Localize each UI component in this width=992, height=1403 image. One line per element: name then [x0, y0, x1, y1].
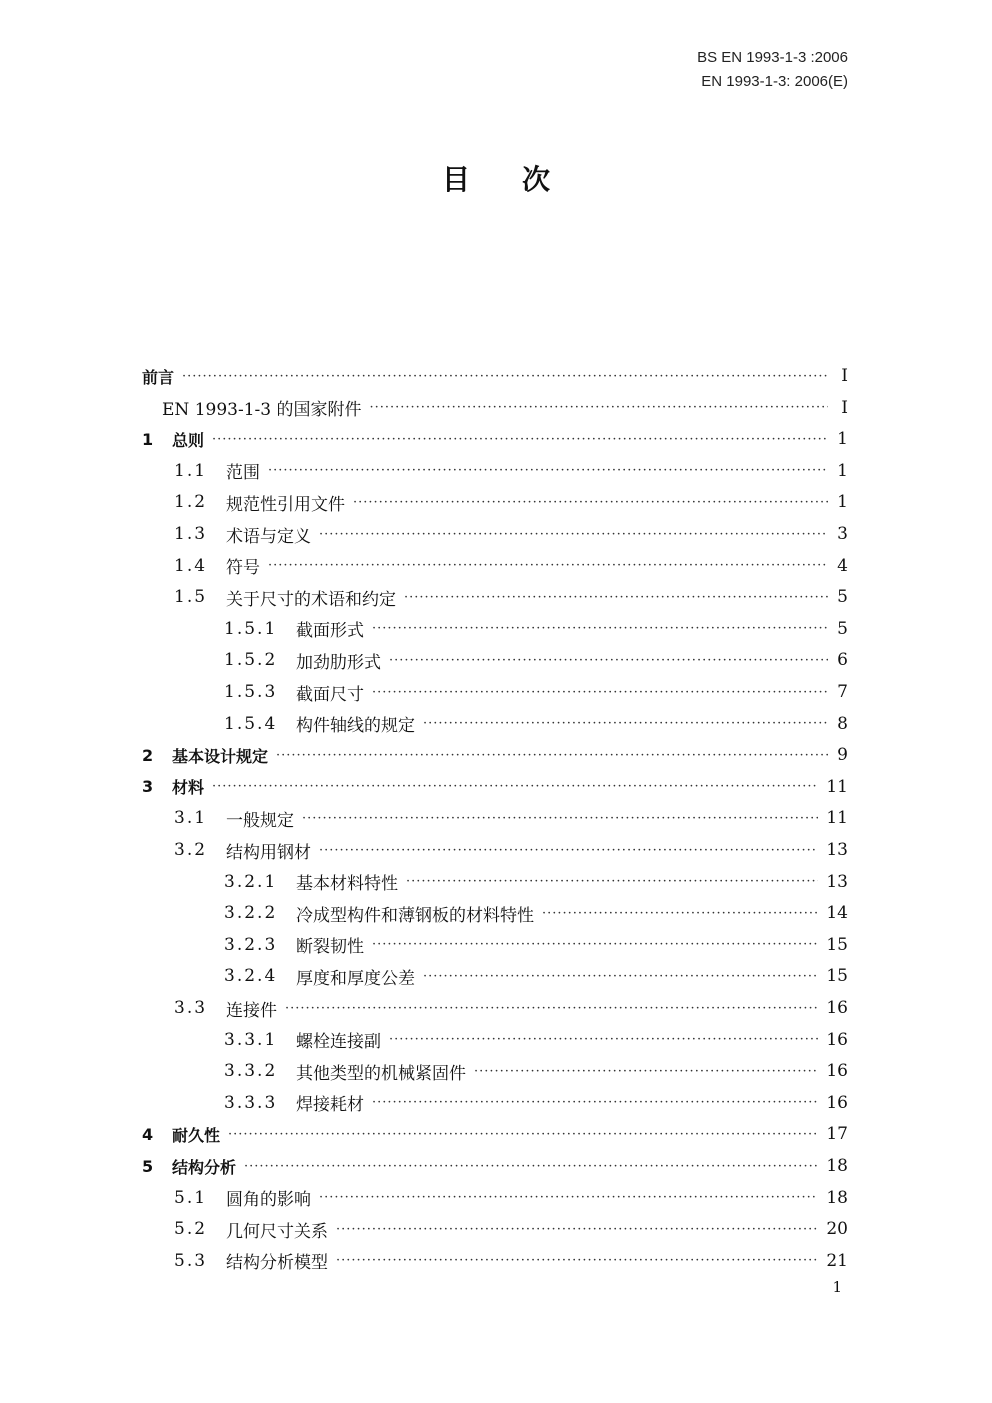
toc-entry-number: 3.2.2: [224, 903, 278, 924]
toc-entry-number: 5.3: [174, 1250, 208, 1271]
toc-entry-number: 1.3: [174, 524, 208, 544]
toc-entry-page: 18: [826, 1156, 848, 1176]
toc-entry-number: 1.5.1: [224, 618, 278, 639]
toc-entry-label: 基本设计规定: [172, 746, 269, 766]
toc-entry-page: 9: [837, 745, 848, 766]
toc-entry-label: 加劲肋形式: [296, 652, 381, 673]
toc-entry-page: Ⅰ: [841, 397, 848, 418]
toc-entry[interactable]: [224, 931, 848, 959]
toc-leader-dots: [268, 558, 828, 573]
toc-entry[interactable]: [142, 1152, 848, 1180]
toc-entry-page: 16: [826, 1061, 848, 1082]
toc-entry-number: 3.3.2: [224, 1061, 278, 1082]
toc-entry-label: 材料: [172, 778, 205, 798]
toc-entry[interactable]: [224, 1089, 848, 1117]
toc-entry-label: 圆角的影响: [226, 1190, 311, 1211]
toc-entry[interactable]: [174, 836, 848, 864]
toc-entry[interactable]: [174, 520, 848, 548]
toc-leader-dots: [406, 874, 818, 889]
toc-entry-page: 13: [826, 871, 848, 892]
toc-leader-dots: [369, 400, 828, 415]
toc-entry-page: 1: [837, 492, 848, 513]
toc-entry-number: 1.4: [174, 555, 208, 576]
toc-entry-label: 术语与定义: [226, 526, 311, 547]
toc-leader-dots: [212, 779, 818, 794]
toc-entry[interactable]: [174, 583, 848, 611]
toc-entry-page: 16: [826, 1092, 848, 1113]
toc-entry-number: 1.2: [174, 492, 208, 513]
toc-entry[interactable]: [174, 1184, 848, 1212]
toc-entry-number: 3.3.1: [224, 1029, 278, 1050]
toc-entry[interactable]: [224, 710, 848, 738]
toc-entry-number: 2: [142, 745, 156, 765]
toc-entry[interactable]: [162, 394, 848, 422]
toc-entry[interactable]: [142, 741, 848, 769]
page-title: 目次: [441, 163, 602, 196]
page-number: 1: [832, 1278, 842, 1296]
toc-entry[interactable]: [142, 1120, 848, 1148]
toc-entry-number: 3.2: [174, 840, 208, 860]
toc-entry[interactable]: [224, 1026, 848, 1054]
toc-entry-label: 断裂韧性: [296, 937, 364, 958]
toc-entry-page: 1: [837, 460, 848, 481]
toc-leader-dots: [404, 590, 828, 605]
standard-code-en: EN 1993-1-3: 2006(E): [701, 73, 848, 90]
toc-entry-page: 11: [826, 776, 848, 797]
toc-entry[interactable]: [224, 962, 848, 990]
toc-entry-label: 构件轴线的规定: [296, 716, 415, 737]
toc-leader-dots: [372, 621, 828, 636]
toc-leader-dots: [353, 495, 828, 510]
toc-entry-number: 5.2: [174, 1219, 208, 1240]
toc-leader-dots: [319, 527, 828, 542]
toc-entry-page: 15: [826, 966, 848, 987]
toc-entry-page: 21: [826, 1250, 848, 1271]
toc-entry[interactable]: [174, 1215, 848, 1243]
toc-leader-dots: [319, 843, 818, 858]
toc-entry-page: 18: [826, 1187, 848, 1208]
toc-entry-page: 14: [826, 903, 848, 924]
toc-entry-page: 16: [826, 998, 848, 1018]
toc-entry-page: 1: [837, 429, 848, 450]
toc-entry-label: 螺栓连接副: [296, 1032, 381, 1053]
toc-entry-label: 总则: [172, 430, 205, 450]
toc-leader-dots: [244, 1159, 818, 1174]
toc-leader-dots: [276, 748, 828, 763]
toc-entry[interactable]: [174, 804, 848, 832]
toc-leader-dots: [212, 432, 828, 447]
toc-leader-dots: [372, 685, 828, 700]
toc-entry-number: 3.1: [174, 808, 208, 829]
toc-entry-label: 结构分析模型: [226, 1253, 328, 1274]
toc-leader-dots: [372, 937, 818, 952]
standard-code-bs: BS EN 1993-1-3 :2006: [697, 49, 848, 66]
toc-entry-label: 一般规定: [226, 810, 294, 831]
toc-entry[interactable]: [174, 457, 848, 485]
toc-entry-label: 关于尺寸的术语和约定: [226, 589, 396, 610]
toc-entry-label: 前言: [142, 367, 175, 387]
toc-entry-page: 20: [826, 1219, 848, 1240]
toc-entry-page: 15: [826, 934, 848, 955]
toc-entry-number: 3: [142, 777, 156, 797]
toc-entry[interactable]: [224, 899, 848, 927]
toc-entry-label: 耐久性: [172, 1125, 221, 1145]
toc-leader-dots: [474, 1064, 818, 1079]
toc-entry-number: 5.1: [174, 1187, 208, 1208]
toc-entry-page: 13: [826, 840, 848, 860]
toc-entry[interactable]: [142, 362, 848, 390]
toc-entry-page: Ⅰ: [841, 366, 848, 386]
toc-entry[interactable]: [142, 773, 848, 801]
toc-entry-label: 符号: [226, 558, 260, 579]
toc-entry-number: 5: [142, 1156, 156, 1176]
toc-entry-number: 1.5.2: [224, 650, 278, 671]
toc-entry[interactable]: [174, 488, 848, 516]
toc-entry-page: 3: [837, 524, 848, 544]
toc-entry-label: 截面尺寸: [296, 684, 364, 705]
toc-leader-dots: [423, 716, 828, 731]
toc-entry-number: 3.3.3: [224, 1092, 278, 1113]
toc-entry-label: 几何尺寸关系: [226, 1221, 328, 1242]
toc-entry-page: 5: [837, 587, 848, 608]
toc-entry-number: 1.5: [174, 587, 208, 608]
toc-entry-label: 范围: [226, 463, 260, 484]
toc-leader-dots: [228, 1127, 818, 1142]
toc-entry-label: 截面形式: [296, 621, 364, 642]
toc-entry-label: 焊接耗材: [296, 1095, 364, 1116]
toc-entry-page: 17: [826, 1124, 848, 1145]
toc-entry[interactable]: [224, 615, 848, 643]
toc-entry-page: 8: [837, 713, 848, 734]
toc-entry-page: 7: [837, 682, 848, 702]
toc-entry-number: 1: [142, 429, 156, 449]
toc-entry-number: 1.5.3: [224, 682, 278, 702]
toc-entry-number: 3.2.4: [224, 966, 278, 987]
toc-leader-dots: [336, 1253, 818, 1268]
toc-entry-number: 3.2.1: [224, 871, 278, 892]
toc-entry-label: 连接件: [226, 1000, 277, 1021]
toc-entry-page: 4: [837, 555, 848, 576]
toc-entry-page: 5: [837, 618, 848, 639]
toc-entry-number: 4: [142, 1124, 156, 1144]
toc-entry-label: 厚度和厚度公差: [296, 968, 415, 989]
toc-entry[interactable]: [224, 868, 848, 896]
toc-entry[interactable]: [142, 425, 848, 453]
toc-entry[interactable]: [174, 1247, 848, 1275]
toc-entry[interactable]: [224, 1057, 848, 1085]
toc-entry-label: 结构分析: [172, 1157, 237, 1177]
toc-entry-label: 规范性引用文件: [226, 494, 345, 515]
toc-entry[interactable]: [174, 552, 848, 580]
toc-entry-page: 16: [826, 1029, 848, 1050]
toc-leader-dots: [372, 1095, 818, 1110]
toc-leader-dots: [302, 811, 818, 826]
toc-leader-dots: [389, 653, 828, 668]
toc-entry[interactable]: [174, 994, 848, 1022]
toc-leader-dots: [542, 906, 818, 921]
toc-entry[interactable]: [224, 646, 848, 674]
toc-entry-number: 1.5.4: [224, 713, 278, 734]
toc-entry-label: 其他类型的机械紧固件: [296, 1063, 466, 1084]
toc-entry-label: EN 1993-1-3 的国家附件: [162, 400, 362, 421]
toc-entry-page: 6: [837, 650, 848, 671]
toc-entry-page: 11: [826, 808, 848, 829]
toc-leader-dots: [268, 463, 828, 478]
toc-entry-label: 基本材料特性: [296, 874, 398, 895]
document-header: [697, 46, 848, 94]
toc-leader-dots: [389, 1032, 818, 1047]
toc-leader-dots: [336, 1222, 818, 1237]
toc-entry-label: 结构用钢材: [226, 842, 311, 863]
toc-entry-number: 1.1: [174, 460, 208, 481]
toc-entry[interactable]: [224, 678, 848, 706]
toc-leader-dots: [182, 369, 828, 384]
toc-leader-dots: [319, 1190, 818, 1205]
toc-entry-label: 冷成型构件和薄钢板的材料特性: [296, 905, 534, 926]
toc-entry-number: 3.2.3: [224, 934, 278, 955]
toc-leader-dots: [423, 969, 818, 984]
toc-entry-number: 3.3: [174, 998, 208, 1018]
toc-leader-dots: [285, 1001, 818, 1016]
